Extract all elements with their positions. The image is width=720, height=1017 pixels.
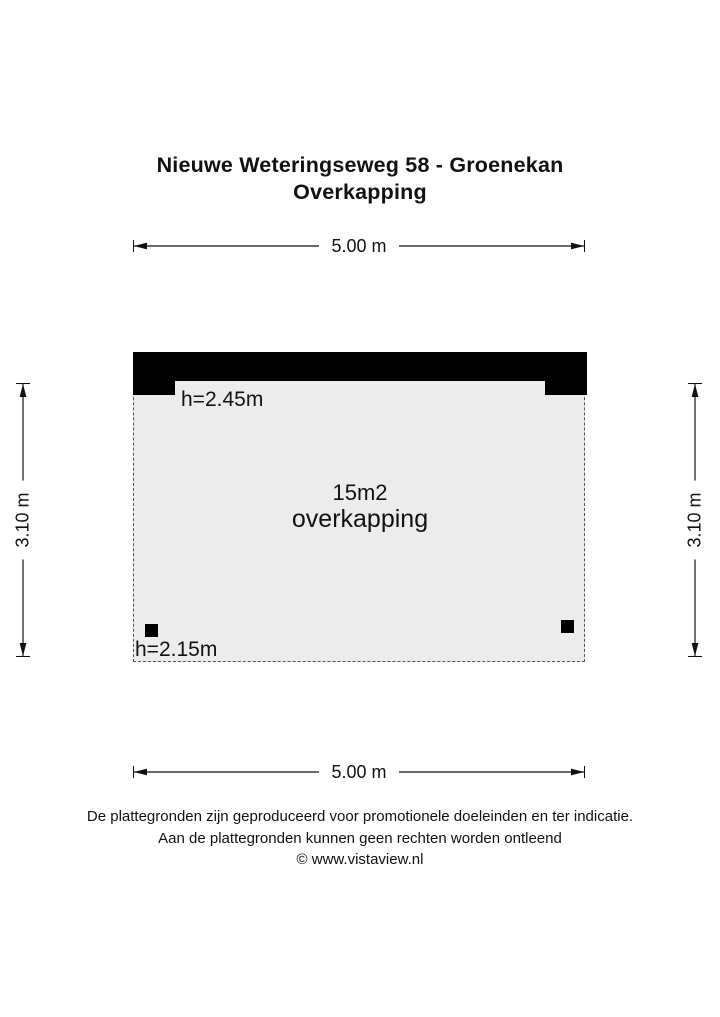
dimension-left-label: 3.10 m	[13, 480, 33, 559]
dimension-bottom-label: 5.00 m	[319, 762, 398, 782]
top-wall-left-post	[133, 381, 175, 395]
dimension-right-label: 3.10 m	[685, 480, 705, 559]
room-height-back-label: h=2.15m	[135, 638, 218, 661]
dimension-bottom	[133, 762, 585, 782]
page-title	[0, 152, 720, 206]
room-height-front-label: h=2.45m	[181, 388, 264, 411]
top-wall-right-post	[545, 381, 587, 395]
room-area-label: 15m2	[332, 480, 388, 505]
copyright-line: © www.vistaview.nl	[296, 851, 424, 868]
dimension-top	[133, 236, 585, 256]
disclaimer-line-2: Aan de plattegronden kunnen geen rechten worden ontleend	[158, 829, 562, 847]
page-title-subject: Overkapping	[293, 180, 427, 204]
footer-disclaimer	[0, 806, 720, 871]
disclaimer-line-1: De plattegronden zijn geproduceerd voor promotionele doeleinden en ter indicatie.	[86, 808, 634, 825]
dimension-left	[12, 383, 34, 657]
top-wall	[133, 352, 587, 381]
room-center-label	[134, 480, 586, 533]
dimension-right	[684, 383, 706, 657]
pillar-bottom-right	[561, 620, 574, 633]
pillar-bottom-left	[145, 624, 158, 637]
room-name-label: overkapping	[291, 505, 429, 533]
floor-plan-room	[133, 352, 585, 662]
page-title-address: Nieuwe Weteringseweg 58 - Groenekan	[156, 153, 564, 177]
dimension-top-label: 5.00 m	[319, 236, 398, 256]
